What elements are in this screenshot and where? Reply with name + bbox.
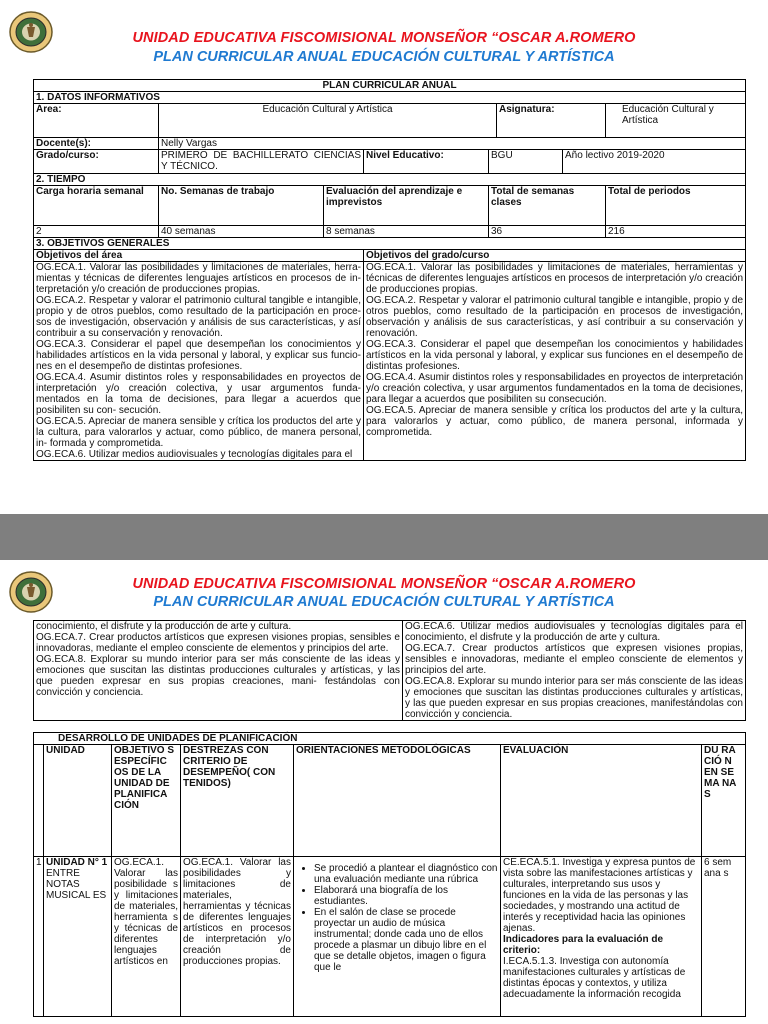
objetivos-grado-label: Objetivos del grado/curso [364, 250, 746, 262]
school-name: UNIDAD EDUCATIVA FISCOMISIONAL MONSEÑOR “OSCAR A.ROMERO [132, 576, 636, 592]
section-datos-informativos: 1. DATOS INFORMATIVOS [34, 92, 746, 104]
duracion-cell: 6 sem ana s [702, 857, 746, 1017]
anio-lectivo: Año lectivo 2019-2020 [563, 150, 746, 174]
plan-title: PLAN CURRICULAR ANUAL EDUCACIÓN CULTURAL Y ARTÍSTICA [153, 594, 615, 610]
objetivo-grado-item: OG.ECA.1. Valorar las posibilidades y limitaciones de materiales, herramientas y técnicas de diferentes lenguajes artísticos en procesos de interpretación y/o creación de producciones propias. [366, 262, 744, 295]
orientacion-item: • Elaborará una biografía de los estudiantes. [314, 885, 498, 907]
plan-table-1 [33, 79, 746, 461]
school-name: UNIDAD EDUCATIVA FISCOMISIONAL MONSEÑOR “OSCAR A.ROMERO [132, 30, 636, 46]
evaluacion-value: 8 semanas [324, 226, 489, 238]
section-desarrollo-unidades: DESARROLLO DE UNIDADES DE PLANIFICACIÓN [34, 733, 746, 745]
objetivo-area-item: OG.ECA.1. Valorar las posibilidades y limitaciones de materiales, herra- mientas y técnicas de diferentes lenguajes artísticos en procesos de in- terpretación y/o creación de producciones propias. [36, 262, 361, 295]
criterio-evaluacion: CE.ECA.5.1. Investiga y expresa puntos de vista sobre las manifestaciones artísticas y culturales, interpretando sus usos y funciones en la vida de las personas y las sociedades, y mostrando una actitud de interés y receptividad hacia las opiniones ajenas. [503, 857, 696, 934]
objetivo-cell: OG.ECA.1. Valorar las posibilidade s y limitaciones de materiales, herramienta s y técnicas de diferentes lenguajes artísticos en [112, 857, 181, 1017]
area-value: Educación Cultural y Artística [159, 104, 497, 138]
carga-value: 2 [34, 226, 159, 238]
objetivo-grado-item: OG.ECA.3. Considerar el papel que desempeñan los conocimientos y habilidades artísticos en la vida personal y laboral, y explicar sus funciones en el desempeño de distintas profesiones. [366, 339, 744, 372]
objetivo-area-item: conocimiento, el disfrute y la producción de arte y cultura. [36, 621, 292, 632]
total-periodos-label: Total de periodos [606, 186, 746, 226]
total-semanas-value: 36 [489, 226, 606, 238]
unidad-title: UNIDAD N° 1 [46, 857, 108, 868]
objetivo-area-item: OG.ECA.8. Explorar su mundo interior para ser más consciente de las ideas y emociones que suscitan las distintas producciones culturales y artísticas, y las que pueden expresar en sus propias creaciones, mani- festándolas con convicción y conciencia. [36, 654, 400, 698]
objetivos-area-continuation [34, 621, 403, 721]
unidad-cell [44, 857, 112, 1017]
grado-label: Grado/curso: [34, 150, 159, 174]
carga-label: Carga horaria semanal [34, 186, 159, 226]
unidad-name: ENTRE NOTAS MUSICAL ES [46, 868, 107, 901]
semanas-label: No. Semanas de trabajo [159, 186, 324, 226]
area-label: Área: [34, 104, 159, 138]
nivel-label: Nivel Educativo: [364, 150, 489, 174]
evaluacion-cell [501, 857, 702, 1017]
objetivo-area-item: OG.ECA.3. Considerar el papel que desempeñan los conocimientos y habilidades artísticos en la vida personal y laboral, y explicar sus funcio- nes en el desempeño de distintas profesiones. [36, 339, 361, 372]
total-periodos-value: 216 [606, 226, 746, 238]
semanas-value: 40 semanas [159, 226, 324, 238]
objetivos-area-cell [34, 262, 364, 461]
plan-title: PLAN CURRICULAR ANUAL EDUCACIÓN CULTURAL Y ARTÍSTICA [153, 49, 615, 65]
asignatura-value: Educación Cultural y Artística [606, 104, 746, 138]
col-orientaciones-header: ORIENTACIONES METODOLÓGICAS [294, 745, 501, 857]
objetivo-grado-item: OG.ECA.6. Utilizar medios audiovisuales y tecnologías digitales para el conocimiento, el disfrute y la producción de arte y cultura. [405, 621, 743, 643]
objetivos-area-label: Objetivos del área [34, 250, 364, 262]
nivel-value: BGU [489, 150, 563, 174]
col-unidad-header: UNIDAD [44, 745, 112, 857]
col-evaluacion-header: EVALUACIÓN [501, 745, 702, 857]
table-title: PLAN CURRICULAR ANUAL [34, 80, 746, 92]
section-objetivos: 3. OBJETIVOS GENERALES [34, 238, 746, 250]
col-duracion-header: DU RA CIÓ N EN SE MA NA S [702, 745, 746, 857]
objetivo-grado-item: OG.ECA.5. Apreciar de manera sensible y crítica los productos del arte y la cultura, para valorarlos y actuar, como público, de manera personal, informada y comprometida. [366, 405, 744, 438]
objetivo-area-item: OG.ECA.4. Asumir distintos roles y responsabilidades en proyectos de interpretación y/o creación colectiva, y usar argumentos funda- mentados en la toma de decisiones, para llegar a acuerdos que posibiliten su con- secución. [36, 372, 361, 416]
row-number: 1 [34, 857, 44, 1017]
objetivos-grado-continuation [403, 621, 746, 721]
total-semanas-label: Total de semanas clases [489, 186, 606, 226]
objetivo-area-item: OG.ECA.2. Respetar y valorar el patrimonio cultural tangible e intangible, propio y de otros pueblos, como resultado de la participación en proce- sos de investigación, observación y análisis de sus características, y así contribuir a su conservación y renovación. [36, 295, 361, 339]
page-2 [0, 560, 768, 1024]
orientacion-item: • En el salón de clase se procede proyectar un audio de música instrumental; donde cada uno de ellos procede a plasmar un dibujo libre en el que se detalle objetos, imagen o figura que le [314, 907, 498, 973]
plan-table-2 [33, 620, 746, 721]
orientaciones-cell [294, 857, 501, 1017]
col-objetivos-header: OBJETIVO S ESPECÍFIC OS DE LA UNIDAD DE PLANIFICA CIÓN [112, 745, 181, 857]
objetivos-grado-cell [364, 262, 746, 461]
grado-value: PRIMERO DE BACHILLERATO CIENCIAS Y TÉCNICO. [159, 150, 364, 174]
objetivo-area-item: OG.ECA.5. Apreciar de manera sensible y crítica los productos del arte y la cultura, para valorarlos y actuar, como público, de manera personal, in- formada y comprometida. [36, 416, 361, 449]
objetivo-grado-item: OG.ECA.7. Crear productos artísticos que expresen visiones propias, sensibles e innovadoras, mediante el empleo consciente de elementos y principios del arte. [405, 643, 743, 676]
objetivo-area-item: OG.ECA.7. Crear productos artísticos que expresen visiones propias, sensibles e innovadoras, mediante el empleo consciente de elementos y principios del arte. [36, 632, 400, 654]
units-table [33, 732, 746, 1017]
objetivo-grado-item: OG.ECA.2. Respetar y valorar el patrimonio cultural tangible e intangible, propio y de otros pueblos, como resultado de la participación en procesos de investigación, observación y análisis de sus características, y así contribuir a su conservación y renovación. [366, 295, 744, 339]
docente-value: Nelly Vargas [159, 138, 746, 150]
section-tiempo: 2. TIEMPO [34, 174, 746, 186]
col-destrezas-header: DESTREZAS CON CRITERIO DE DESEMPEÑO( CON TENIDOS) [181, 745, 294, 857]
orientacion-item: • Se procedió a plantear el diagnóstico con una evaluación mediante una rúbrica [314, 863, 498, 885]
destrezas-cell: OG.ECA.1. Valorar las posibilidades y limitaciones de materiales, herramientas y técnicas de diferentes lenguajes artísticos en procesos de interpretación y/o creación de producciones propias. [181, 857, 294, 1017]
docente-label: Docente(s): [34, 138, 159, 150]
objetivo-area-item: OG.ECA.6. Utilizar medios audiovisuales y tecnologías digitales para el [36, 449, 353, 460]
evaluacion-label: Evaluación del aprendizaje e imprevistos [324, 186, 489, 226]
indicadores-heading: Indicadores para la evaluación de criterio: [503, 934, 664, 956]
indicador-evaluacion: I.ECA.5.1.3. Investiga con autonomía manifestaciones culturales y artísticas de distintas épocas y contextos, y utiliza adecuadamente la información recogida [503, 956, 686, 1000]
objetivo-grado-item: OG.ECA.8. Explorar su mundo interior para ser más consciente de las ideas y emociones que suscitan las distintas producciones culturales y artísticas, y las que pueden expresar en sus propias creaciones, manifestándolas con convicción y conciencia. [405, 676, 743, 720]
asignatura-label: Asignatura: [497, 104, 606, 138]
objetivo-grado-item: OG.ECA.4. Asumir distintos roles y responsabilidades en proyectos de interpretación y/o creación colectiva, y usar argumentos fundamentados en la toma de decisiones, para llegar a acuerdos que posibiliten su consecución. [366, 372, 744, 405]
